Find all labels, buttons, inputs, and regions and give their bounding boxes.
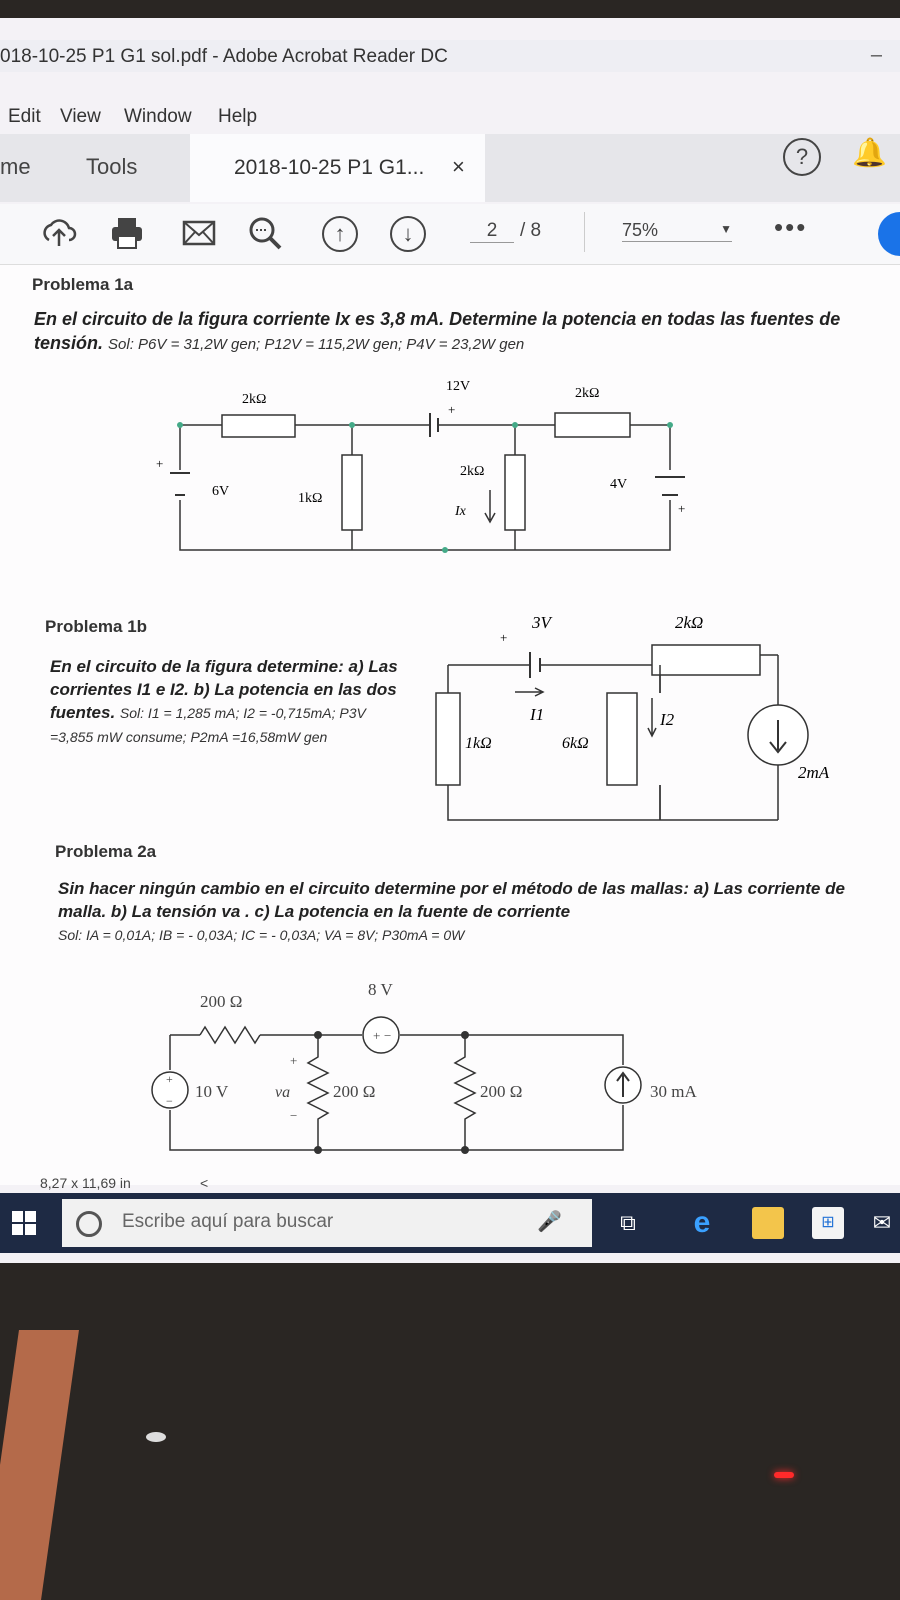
c2a-va-minus: − (290, 1108, 298, 1123)
status-led-icon (774, 1472, 794, 1478)
c1a-r-top-right: 2kΩ (575, 386, 600, 401)
task-view-icon[interactable]: ⧉ (620, 1210, 636, 1235)
tab-document[interactable] (190, 134, 485, 202)
mail-taskbar-icon[interactable]: ✉ (872, 1210, 892, 1235)
menu-bar (0, 102, 900, 134)
c1b-i2: I2 (660, 710, 675, 729)
problem-2a-title: Problema 2a (55, 842, 157, 861)
c2a-v10: 10 V (195, 1082, 229, 1101)
c2a-va-plus: + (290, 1053, 298, 1068)
problem-1a-solution: Sol: P6V = 31,2W gen; P12V = 115,2W gen; P4V = 23,2W gen (108, 336, 525, 353)
minimize-icon[interactable]: – (870, 44, 882, 66)
c1a-plus-4v: + (678, 501, 686, 516)
c1a-ix: Ix (455, 504, 466, 519)
problem-2a-statement: Sin hacer ningún cambio en el circuito determine por el método de las mallas: a) Las corriente de malla. b) La tensión va . c) La potencia en la fuente de corriente (58, 879, 845, 921)
tab-tools-label: Tools (86, 154, 138, 179)
c1a-plus: + (448, 402, 456, 417)
menu-window[interactable]: Window (124, 106, 192, 127)
menu-view[interactable]: View (60, 106, 101, 127)
c2a-minus: − (384, 1028, 392, 1043)
c1a-r-top-left: 2kΩ (242, 392, 267, 407)
circuit-1b (420, 600, 870, 830)
taskbar (0, 1193, 900, 1253)
c2a-10v-minus: − (166, 1094, 173, 1108)
taskbar-search[interactable] (62, 1199, 592, 1247)
c1b-v3: 3V (532, 613, 551, 632)
upload-icon[interactable] (40, 214, 78, 252)
c1a-v6: 6V (212, 484, 230, 499)
cortana-icon (76, 1211, 102, 1237)
tab-tools[interactable] (60, 134, 191, 202)
toolbar (0, 204, 900, 265)
status-bar (40, 1175, 209, 1191)
c1b-plus: + (500, 630, 508, 645)
title-bar (0, 40, 900, 72)
document-page (0, 265, 900, 1191)
c1b-i1: I1 (530, 705, 545, 724)
c2a-r-right: 200 Ω (480, 1082, 523, 1101)
page-total: / 8 (520, 220, 542, 241)
c2a-r-mid: 200 Ω (333, 1082, 376, 1101)
problem-1b-solution: Sol: I1 = 1,285 mA; I2 = -0,715mA; P3V =3,855 mW consume; P2mA =16,58mW gen (50, 705, 366, 745)
screen (0, 18, 900, 1263)
window-title: 018-10-25 P1 G1 sol.pdf - Adobe Acrobat Reader DC (0, 46, 448, 67)
problem-2a-text (58, 877, 858, 947)
help-icon[interactable]: ? (783, 138, 821, 176)
file-explorer-icon[interactable] (752, 1207, 784, 1239)
tab-bar (0, 134, 900, 202)
tab-document-label: 2018-10-25 P1 G1... (234, 156, 425, 179)
c1b-r2k: 2kΩ (675, 613, 704, 632)
store-icon[interactable]: ⊞ (812, 1207, 844, 1239)
c2a-va: va (275, 1084, 291, 1101)
search-placeholder: Escribe aquí para buscar (122, 1211, 334, 1232)
circuit-2a (140, 965, 740, 1165)
laptop-logo-icon (146, 1432, 166, 1442)
c1b-r1k: 1kΩ (465, 735, 492, 752)
close-tab-icon[interactable]: × (452, 154, 465, 179)
menu-help[interactable]: Help (218, 106, 258, 127)
c2a-10v-plus: + (166, 1072, 173, 1086)
c1a-v12: 12V (446, 379, 471, 394)
circuit-1a (150, 370, 710, 570)
microphone-icon[interactable]: 🎤 (537, 1211, 562, 1233)
mail-icon[interactable] (180, 214, 218, 252)
chevron-left-icon[interactable]: < (200, 1175, 209, 1191)
c1b-r6k: 6kΩ (562, 735, 589, 752)
problem-1b-title: Problema 1b (45, 617, 148, 636)
windows-start-icon[interactable] (12, 1211, 36, 1235)
c1a-plus-6v: + (156, 456, 164, 471)
problem-1a-text (34, 307, 864, 357)
menu-edit[interactable]: Edit (8, 106, 41, 127)
c1a-v4: 4V (610, 477, 628, 492)
print-icon[interactable] (108, 214, 146, 252)
zoom-out-icon[interactable] (246, 214, 284, 252)
zoom-select[interactable] (622, 220, 732, 242)
c2a-plus: + (373, 1028, 381, 1043)
toolbar-divider (584, 212, 585, 252)
background-object (0, 1330, 79, 1600)
account-icon[interactable] (878, 212, 900, 256)
problem-1a-title: Problema 1a (32, 275, 134, 294)
c1a-r1k: 1kΩ (298, 491, 323, 506)
page-up-icon[interactable]: ↑ (322, 216, 358, 252)
problem-1b-statement: En el circuito de la figura determine: a) Las corrientes I1 e I2. b) La potencia en las dos fuentes. (50, 657, 398, 722)
page-size-label: 8,27 x 11,69 in (40, 1175, 131, 1191)
c2a-r-top: 200 Ω (200, 992, 243, 1011)
zoom-value: 75% (622, 220, 659, 240)
more-icon[interactable]: ••• (774, 212, 808, 242)
c1b-isrc: 2mA (798, 763, 830, 782)
tab-home[interactable] (0, 134, 40, 202)
c2a-v8: 8 V (368, 980, 393, 999)
problem-1a-statement: En el circuito de la figura corriente Ix es 3,8 mA. Determine la potencia en todas las fuentes de tensión. (34, 309, 841, 353)
c1a-r2k-mid: 2kΩ (460, 464, 485, 479)
problem-1b-text (50, 655, 400, 749)
c2a-i30: 30 mA (650, 1082, 697, 1101)
problem-2a-solution: Sol: IA = 0,01A; IB = - 0,03A; IC = - 0,03A; VA = 8V; P30mA = 0W (58, 927, 465, 943)
chevron-down-icon: ▼ (720, 222, 732, 236)
bell-icon[interactable]: 🔔 (852, 137, 887, 168)
tab-home-label: me (0, 154, 31, 179)
page-number-input[interactable]: 2 (470, 220, 514, 243)
edge-browser-icon[interactable]: e (693, 1206, 711, 1239)
page-down-icon[interactable]: ↓ (390, 216, 426, 252)
